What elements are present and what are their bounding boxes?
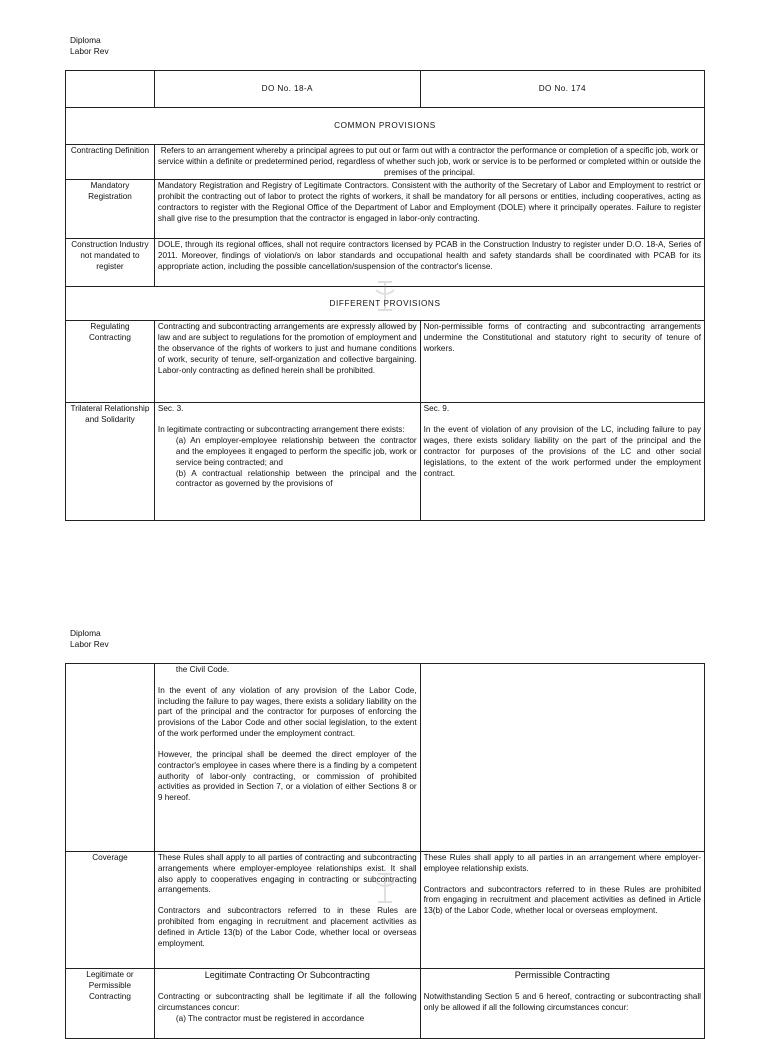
row-contracting-definition — [66, 145, 705, 180]
paragraph: In the event of violation of any provision of the LC, including failure to pay wages, there exists solidary liability on the part of the principal and the contractor for purposes of the provisions of the LC and other social legislations, to the extent of the work performed under the employment contract. — [423, 425, 701, 478]
watermark-logo-icon — [370, 278, 400, 314]
comparison-table-page2 — [65, 663, 705, 1039]
list-item: (a) The contractor must be registered in accordance — [175, 1013, 365, 1023]
row-mandatory-registration — [66, 180, 705, 239]
subsection-title: Permissible Contracting — [514, 970, 610, 980]
row-text: Mandatory Registration and Registry of Legitimate Contractors. Consistent with the authority of the Secretary of Labor and Employment to restrict or prohibit the contracting out of labor to protect the rights of workers, it shall be mandatory for all persons or entities, including cooperatives, acting as contractors to register with the Regional Office of the Department of Labor and Employment (DOLE) where it principally operates. Failure to register shall give rise to the presumption that the contractor is engaged in labor-only contracting. — [154, 180, 704, 239]
row-text: DOLE, through its regional offices, shall not require contractors licensed by PCAB in the Construction Industry to register under D.O. 18-A, Series of 2011. Moreover, findings of violation/s on labor standards and occupational health and safety standards shall be coordinated with PCAB for its appropriate action, including the possible cancellation/suspension of the contractor's license. — [154, 239, 704, 287]
list-item-continued: the Civil Code. — [175, 665, 230, 674]
section-row-common — [66, 108, 705, 145]
paragraph: These Rules shall apply to all parties of contracting and subcontracting arrangements where employer-employee relationships exist. It shall also apply to cooperatives engaging in contracting or subcontracting arrangements. — [157, 853, 417, 895]
header-line-diploma: Diploma — [70, 628, 101, 638]
row-trilateral-relationship — [66, 403, 705, 521]
section-ref: Sec. 3. — [157, 404, 184, 414]
do174-cell — [420, 969, 704, 1039]
do174-cell — [420, 403, 704, 521]
row-label: Coverage — [66, 852, 155, 969]
row-label: Legitimate or Permissible Contracting — [66, 969, 155, 1039]
paragraph: In the event of any violation of any provision of the Labor Code, including the failure to pay wages, there exists a solidary liability on the part of the principal and the contractor for purposes of enforcing the provisions of the Labor Code and other social legislation, to the extent of the work performed under the employment contract. — [157, 685, 417, 739]
row-label-empty — [66, 664, 155, 852]
do18a-cell — [154, 969, 420, 1039]
watermark-logo-icon — [370, 870, 400, 906]
column-header-row — [66, 71, 705, 108]
list-item: (b) A contractual relationship between the principal and the contractor as governed by the provisions of — [175, 468, 417, 489]
row-legitimate-contracting — [66, 969, 705, 1039]
paragraph: Contracting or subcontracting shall be legitimate if all the following circumstances concur: — [157, 991, 417, 1012]
paragraph: Contractors and subcontractors referred to in these Rules are prohibited from engaging in recruitment and placement activities as defined in Article 13(b) of the Labor Code, whether local or overseas employment. — [423, 884, 701, 916]
header-line-labor-rev: Labor Rev — [70, 45, 109, 56]
do18a-cell — [154, 403, 420, 521]
row-regulating-contracting — [66, 321, 705, 403]
paragraph: Notwithstanding Section 5 and 6 hereof, contracting or subcontracting shall only be allowed if all the following circumstances concur: — [423, 991, 701, 1012]
paragraph: However, the principal shall be deemed the direct employer of the contractor's employee in cases where there is a finding by a competent authority of labor-only contracting, or commission of prohibited activities as provided in Section 7, or a violation of either Sections 8 or 9 hereof. — [157, 749, 417, 803]
row-label: Mandatory Registration — [66, 180, 155, 239]
do174-cell-empty — [420, 664, 704, 852]
row-trilateral-continued — [66, 664, 705, 852]
page-header — [70, 35, 109, 56]
col-header-do-174: DO No. 174 — [420, 71, 704, 108]
paragraph: In legitimate contracting or subcontracting arrangement there exists: — [157, 425, 405, 435]
row-label: Trilateral Relationship and Solidarity — [66, 403, 155, 521]
paragraph: These Rules shall apply to all parties in an arrangement where employer- employee relationship exists. — [423, 853, 701, 873]
header-line-diploma: Diploma — [70, 35, 101, 45]
header-line-labor-rev: Labor Rev — [70, 638, 109, 649]
subsection-title: Legitimate Contracting Or Subcontracting — [204, 970, 370, 980]
do174-cell — [420, 852, 704, 969]
row-text: Refers to an arrangement whereby a principal agrees to put out or farm out with a contractor the performance or completion of a specific job, work or service within a definite or predetermined period, regardless of whether such job, work or service is to be performed or completed within or outside the premises of the principal. — [154, 145, 704, 180]
row-label: Regulating Contracting — [66, 321, 155, 403]
list-item: (a) An employer-employee relationship between the contractor and the employees it engaged to perform the specific job, work or service being contracted; and — [175, 436, 417, 467]
section-ref: Sec. 9. — [423, 404, 450, 414]
section-title-different: DIFFERENT PROVISIONS — [66, 287, 705, 321]
section-title-common: COMMON PROVISIONS — [66, 108, 705, 145]
row-label: Construction Industry not mandated to register — [66, 239, 155, 287]
blank-header-cell — [66, 71, 155, 108]
row-label: Contracting Definition — [66, 145, 155, 180]
do18a-text: Contracting and subcontracting arrangements are expressly allowed by law and are subject to regulations for the promotion of employment and the observance of the rights of workers to just and humane conditions of work, security of tenure, self-organization and collective bargaining. Labor-only contracting as defined herein shall be prohibited. — [154, 321, 420, 403]
col-header-do-18a: DO No. 18-A — [154, 71, 420, 108]
paragraph: Contractors and subcontractors referred to in these Rules are prohibited from engaging in recruitment and placement activities as defined in Article 13(b) of the Labor Code, whether local or overseas employment. — [157, 906, 417, 948]
do174-text: Non-permissible forms of contracting and subcontracting arrangements undermine the Constitutional and statutory right to security of tenure of workers. — [420, 321, 704, 403]
page-header — [70, 628, 109, 649]
do18a-cell — [154, 664, 420, 852]
